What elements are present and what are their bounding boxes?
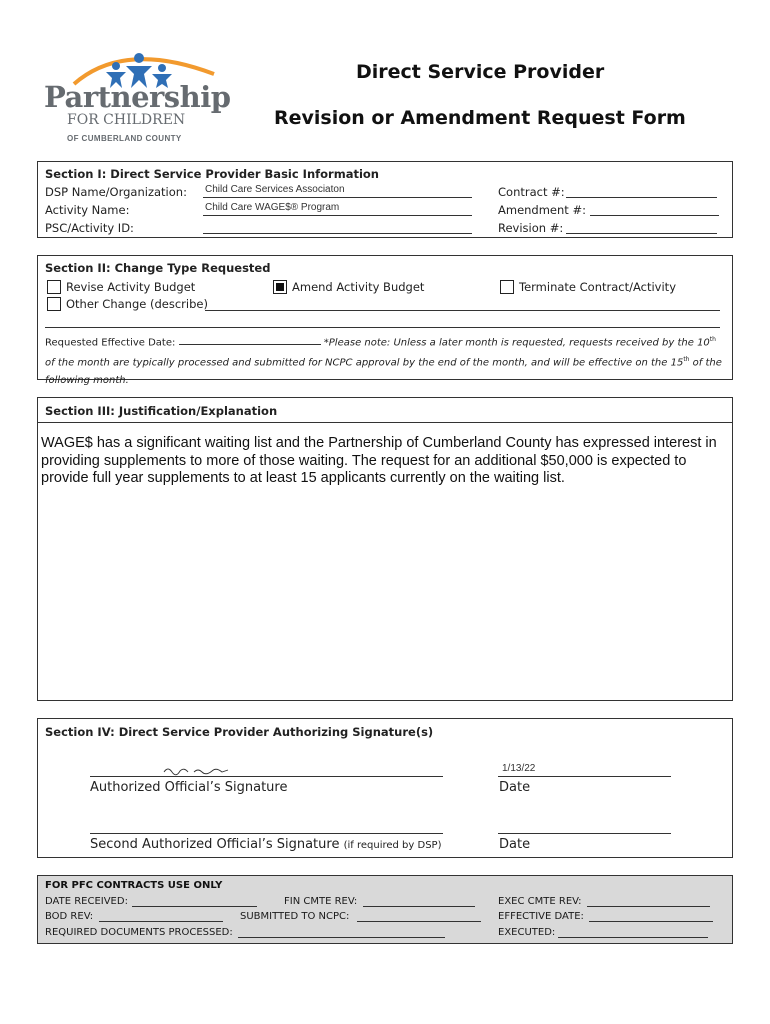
contract-label: Contract #:	[498, 185, 565, 199]
fin-cmte-label: FIN CMTE REV:	[284, 896, 358, 907]
section-1-heading: Section I: Direct Service Provider Basic Information	[45, 167, 379, 181]
submitted-field[interactable]	[357, 921, 481, 922]
second-signature-label: Second Authorized Official’s Signature	[90, 837, 340, 852]
logo-line2: FOR CHILDREN	[67, 112, 186, 128]
exec-cmte-field[interactable]	[587, 906, 710, 907]
bod-rev-field[interactable]	[99, 921, 223, 922]
justification-text[interactable]: WAGE$ has a significant waiting list and the Partnership of Cumberland County has expressed interest in providing supplements to more of those waiting. The request for an additional $50,000 is expected to provide full year supplements to at least 15 applicants currently on the waiting list.	[41, 435, 717, 486]
logo-line3: OF CUMBERLAND COUNTY	[67, 134, 182, 143]
note-part-3: of	[692, 357, 703, 369]
date-received-label: DATE RECEIVED:	[45, 896, 128, 907]
psc-id-label: PSC/Activity ID:	[45, 221, 134, 235]
date-caption: Date	[499, 780, 531, 795]
bod-rev-label: BOD REV:	[45, 911, 94, 922]
date-field-value[interactable]: 1/13/22	[502, 763, 536, 774]
revise-budget-checkbox[interactable]	[47, 280, 61, 294]
other-change-checkbox[interactable]	[47, 297, 61, 311]
required-docs-label: REQUIRED DOCUMENTS PROCESSED:	[45, 927, 233, 938]
revision-field[interactable]	[566, 233, 717, 234]
logo	[44, 44, 234, 144]
activity-name-line	[203, 215, 472, 216]
effective-date-field[interactable]	[179, 335, 321, 345]
revision-label: Revision #:	[498, 221, 564, 235]
dsp-name-label: DSP Name/Organization:	[45, 185, 187, 199]
terminate-label: Terminate Contract/Activity	[519, 280, 676, 294]
fin-cmte-field[interactable]	[363, 906, 475, 907]
effective-date-row	[45, 331, 725, 389]
effective-date-label: Requested Effective Date:	[45, 337, 176, 349]
second-signature-note: (if required by DSP)	[343, 840, 442, 851]
signature-caption: Authorized Official’s Signature	[90, 780, 288, 795]
effective-label: EFFECTIVE DATE:	[498, 911, 584, 922]
note-sup-1: th	[709, 336, 716, 343]
section-3-heading: Section III: Justification/Explanation	[45, 404, 278, 418]
amendment-field[interactable]	[590, 215, 719, 216]
exec-cmte-label: EXEC CMTE REV:	[498, 896, 582, 907]
page-subtitle: Revision or Amendment Request Form	[274, 107, 686, 129]
terminate-checkbox[interactable]	[500, 280, 514, 294]
second-date-field[interactable]	[498, 833, 671, 834]
date-field[interactable]	[498, 776, 671, 777]
contract-field[interactable]	[566, 197, 717, 198]
dsp-name-line	[203, 197, 472, 198]
office-use-heading: FOR PFC CONTRACTS USE ONLY	[45, 880, 223, 891]
section-3-divider	[37, 422, 733, 423]
section-4-heading: Section IV: Direct Service Provider Authorizing Signature(s)	[45, 725, 434, 739]
second-signature-caption	[90, 837, 441, 852]
amend-budget-label: Amend Activity Budget	[292, 280, 425, 294]
required-docs-field[interactable]	[238, 937, 445, 938]
second-date-caption: Date	[499, 837, 531, 852]
logo-line1: Partnership	[44, 80, 231, 114]
executed-label: EXECUTED:	[498, 927, 556, 938]
note-sup-2: th	[683, 356, 690, 364]
amendment-label: Amendment #:	[498, 203, 586, 217]
other-change-label: Other Change (describe)	[66, 297, 208, 311]
other-change-field[interactable]	[205, 310, 720, 311]
note-part-2: of the month are typically processed and submitted for NCPC approval by the end of the month, and will be effective on the 15	[45, 357, 684, 369]
submitted-label: SUBMITTED TO NCPC:	[240, 911, 350, 922]
executed-field[interactable]	[558, 937, 708, 938]
signature-scribble	[162, 764, 232, 776]
activity-name-label: Activity Name:	[45, 203, 130, 217]
section-2-heading: Section II: Change Type Requested	[45, 261, 271, 275]
date-received-field[interactable]	[132, 906, 257, 907]
activity-name-field[interactable]: Child Care WAGE$® Program	[205, 202, 340, 213]
page-title: Direct Service Provider	[356, 61, 605, 83]
amend-budget-checkbox[interactable]	[273, 280, 287, 294]
signature-field[interactable]	[90, 776, 443, 777]
revise-budget-label: Revise Activity Budget	[66, 280, 196, 294]
note-part-4: the following month.	[45, 357, 722, 386]
psc-id-line	[203, 233, 472, 234]
second-signature-field[interactable]	[90, 833, 443, 834]
other-change-field-2[interactable]	[45, 327, 720, 328]
dsp-name-field[interactable]: Child Care Services Associaton	[205, 184, 345, 195]
note-part-1: *Please note: Unless a later month is requested, requests received by the 10	[323, 337, 710, 349]
effective-field[interactable]	[589, 921, 713, 922]
